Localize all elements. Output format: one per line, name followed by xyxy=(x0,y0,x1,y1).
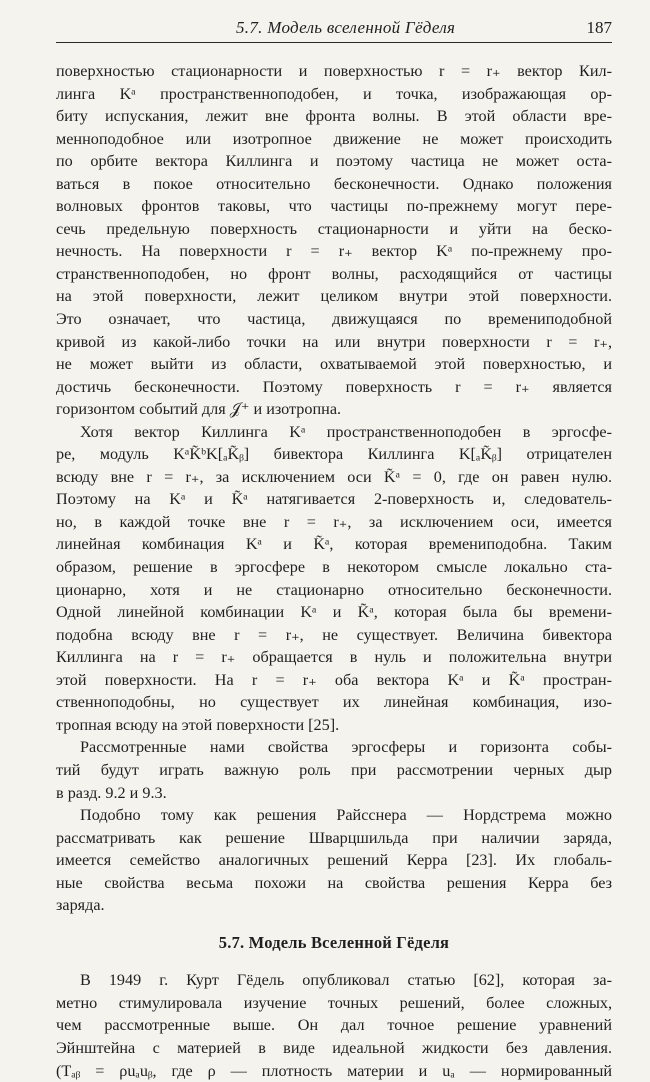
text-line: Хотя вектор Киллинга Kᵃ пространственноподобен в эргосфе- xyxy=(80,422,612,441)
text-line: всюду вне r = r₊, за исключением оси K̃ᵃ = 0, где он равен нулю. xyxy=(56,467,612,486)
text-line: ционарно, хотя и не стационарно относительно бесконечности. xyxy=(56,580,612,599)
text-line: Киллинга на r = r₊ обращается в нуль и положительна внутри xyxy=(56,648,612,667)
text-line: Поэтому на Kᵃ и K̃ᵃ натягивается 2-поверхность и, следователь- xyxy=(56,490,612,509)
text-line: в разд. 9.2 и 9.3. xyxy=(56,783,167,802)
running-title: 5.7. Модель вселенной Гёделя xyxy=(236,18,456,37)
paragraph xyxy=(56,60,612,421)
text-line: странственноподобен, но фронт волны, расходящийся от частицы xyxy=(56,264,612,283)
text-line: достичь бесконечности. Поэтому поверхность r = r₊ является xyxy=(56,377,612,396)
text-line: Подобно тому как решения Райсснера — Нордстрема можно xyxy=(80,806,612,825)
page-body xyxy=(56,60,612,1082)
header-rule xyxy=(56,42,612,43)
text-line: ные свойства весьма похожи на свойства решения Керра без xyxy=(56,873,612,892)
paragraph xyxy=(56,736,612,804)
text-line: тий будут играть важную роль при рассмотрении черных дыр xyxy=(56,760,612,779)
text-line: линейная комбинация Kᵃ и K̃ᵃ, которая времениподобна. Таким xyxy=(56,535,612,554)
paragraph xyxy=(56,969,612,1082)
text-line: поверхностью стационарности и поверхностью r = r₊ вектор Кил- xyxy=(56,62,612,80)
text-line: нечность. На поверхности r = r₊ вектор Kᵃ по-прежнему про- xyxy=(56,242,612,261)
text-line: тропная всюду на этой поверхности [25]. xyxy=(56,715,340,734)
text-line: (Tₐᵦ = ρuₐuᵦ, где ρ — плотность материи и uₐ — нормированный xyxy=(56,1061,612,1080)
text-line: Одной линейной комбинации Kᵃ и K̃ᵃ, которая была бы времени- xyxy=(56,603,612,622)
text-line: но, в каждой точке вне r = r₊, за исключением оси, имеется xyxy=(56,512,612,531)
text-line: на этой поверхности, лежит целиком внутри этой поверхности. xyxy=(56,287,612,306)
text-line: ваться в покое относительно бесконечности. Однако положения xyxy=(56,174,612,193)
text-line: чем рассмотренные выше. Он дал точное решение уравнений xyxy=(56,1016,612,1035)
text-line: менноподобное или изотропное движение не может происходить xyxy=(56,129,612,148)
spacer xyxy=(56,917,612,932)
text-line: биту испускания, лежит вне фронта волны. В этой области вре- xyxy=(56,107,612,126)
text-line: рассматривать как решение Шварцшильда при наличии заряда, xyxy=(56,828,612,847)
text-line: В 1949 г. Курт Гёдель опубликовал статью [62], которая за- xyxy=(80,971,612,990)
section-heading: 5.7. Модель Вселенной Гёделя xyxy=(218,932,450,952)
page-header xyxy=(56,14,612,44)
text-line: сечь предельную поверхность стационарности и уйти на беско- xyxy=(56,219,612,238)
text-line: ственноподобны, но существует их линейная комбинация, изо- xyxy=(56,693,612,712)
paragraph xyxy=(56,804,612,917)
spacer xyxy=(56,954,612,969)
text-line: имеется семейство аналогичных решений Керра [23]. Их глобаль- xyxy=(56,851,612,870)
text-line: подобна всюду вне r = r₊, не существует. Величина бивектора xyxy=(56,625,612,644)
text-line: этой поверхности. На r = r₊ оба вектора Kᵃ и K̃ᵃ простран- xyxy=(56,670,612,689)
text-line: Это означает, что частица, движущаяся по времениподобной xyxy=(56,310,612,329)
text-line: образом, решение в эргосфере в некотором смысле локально ста- xyxy=(56,558,612,577)
paragraph xyxy=(56,421,612,737)
page-number: 187 xyxy=(586,18,612,37)
text-line: Рассмотренные нами свойства эргосферы и горизонта собы- xyxy=(80,738,612,757)
text-line: горизонтом событий для 𝒥⁺ и изотропна. xyxy=(56,400,342,419)
text-line: линга Kᵃ пространственноподобен, и точка, изображающая ор- xyxy=(56,84,612,103)
text-line: заряда. xyxy=(56,896,105,915)
text-line: Эйнштейна с материей в виде идеальной жидкости без давления. xyxy=(56,1038,612,1057)
text-line: кривой из какой-либо точки на или внутри поверхности r = r₊, xyxy=(56,332,612,351)
text-line: метно стимулировала изучение точных решений, более сложных, xyxy=(56,993,612,1012)
text-line: по орбите вектора Киллинга и поэтому частица не может оста- xyxy=(56,152,612,171)
text-line: волновых фронтов таковы, что частицы по-прежнему могут пере- xyxy=(56,197,612,216)
text-line: не может выйти из области, охватываемой этой поверхностью, и xyxy=(56,355,612,374)
text-line: ре, модуль KᵃK̃ᵇK[ₐK̃ᵦ] бивектора Киллинга K[ₐK̃ᵦ] отрицателен xyxy=(56,445,612,464)
